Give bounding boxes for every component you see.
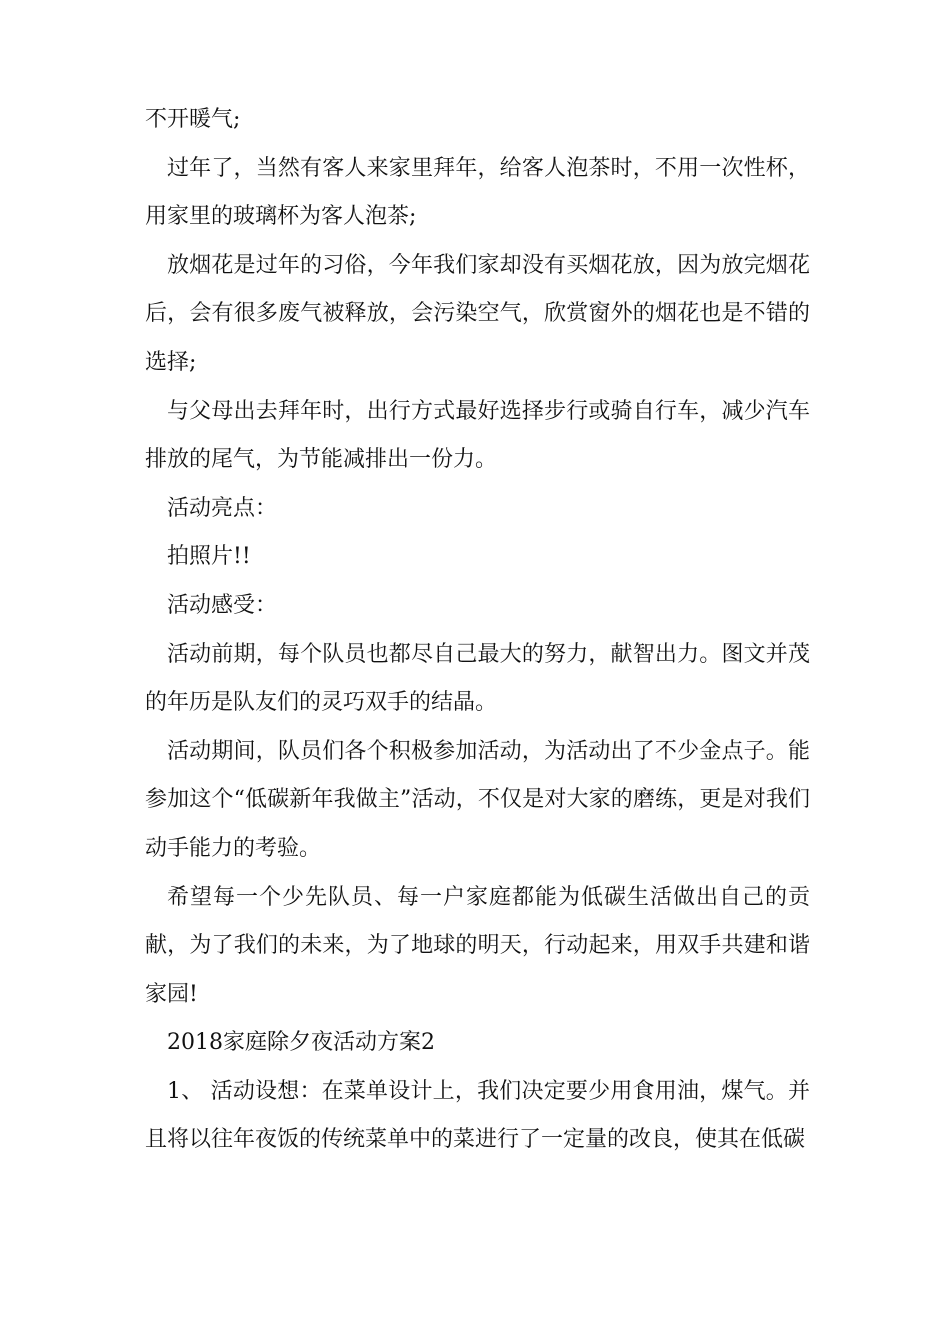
paragraph-activity-idea: 1、 活动设想：在菜单设计上，我们决定要少用食用油，煤气。并且将以往年夜饭的传统菜单中的菜进行了一定量的改良，使其在低碳 <box>145 1078 810 1153</box>
paragraph-heating: 不开暖气; <box>145 107 241 132</box>
paragraph-guests-tea: 过年了，当然有客人来家里拜年，给客人泡茶时，不用一次性杯，用家里的玻璃杯为客人泡茶; <box>145 155 810 230</box>
document-body <box>145 96 810 1165</box>
heading-feelings: 活动感受： <box>167 592 278 618</box>
paragraph-travel: 与父母出去拜年时，出行方式最好选择步行或骑自行车，减少汽车排放的尾气，为节能减排出一份力。 <box>145 398 810 473</box>
section-title: 2018家庭除夕夜活动方案2 <box>167 1030 435 1056</box>
paragraph-during-activity: 活动期间，队员们各个积极参加活动，为活动出了不少金点子。能参加这个“低碳新年我做主”活动，不仅是对大家的磨练，更是对我们动手能力的考验。 <box>145 738 810 861</box>
paragraph-fireworks: 放烟花是过年的习俗，今年我们家却没有买烟花放，因为放完烟花后，会有很多废气被释放，会污染空气，欣赏窗外的烟花也是不错的选择; <box>145 252 810 375</box>
paragraph-photos: 拍照片!! <box>167 544 251 570</box>
paragraph-preparation: 活动前期，每个队员也都尽自己最大的努力，献智出力。图文并茂的年历是队友们的灵巧双手的结晶。 <box>145 641 810 716</box>
heading-highlights: 活动亮点： <box>167 495 278 521</box>
paragraph-hope: 希望每一个少先队员、每一户家庭都能为低碳生活做出自己的贡献，为了我们的未来，为了地球的明天，行动起来，用双手共建和谐家园! <box>145 884 810 1007</box>
